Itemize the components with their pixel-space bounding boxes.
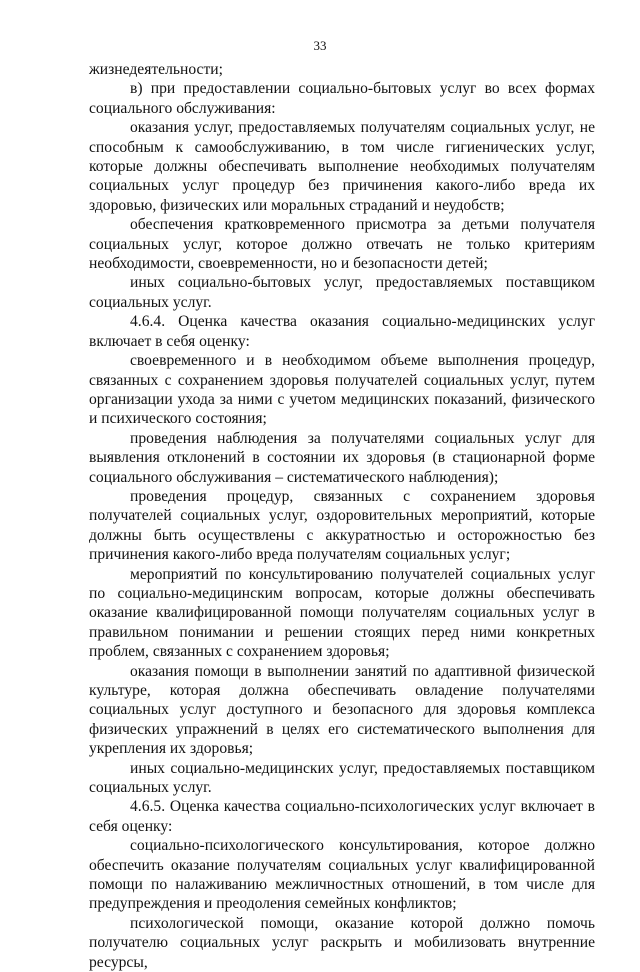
paragraph-social-household-heading: в) при предоставлении социально-бытовых услуг во всех формах социального обслуживания:: [89, 80, 595, 117]
page-number: 33: [313, 38, 327, 53]
paragraph-adaptive-physical-culture: оказания помощи в выполнении занятий по адаптивной физической культуре, которая должна обеспечивать овладение получателями социальных услуг доступного и безопасного для здоровья комплекса физических упражнений в целях его систематического выполнения для укрепления их здоровья;: [89, 662, 595, 758]
paragraph-psychological-help: психологической помощи, оказание которой должно помочь получателю социальных услуг раскрыть и мобилизовать внутренние ресурсы,: [89, 914, 595, 971]
paragraph-other-medical-services: иных социально-медицинских услуг, предоставляемых поставщиком социальных услуг.: [89, 759, 595, 797]
paragraph-section-4-6-4: 4.6.4. Оценка качества оказания социально-медицинских услуг включает в себя оценку:: [89, 313, 595, 350]
paragraph-continuation: жизнедеятельности;: [89, 61, 223, 78]
paragraph-child-supervision: обеспечения кратковременного присмотра за детьми получателя социальных услуг, которое должно отвечать не только критериям необходимости, своевременности, но и безопасности детей;: [89, 216, 595, 273]
paragraph-other-household-services: иных социально-бытовых услуг, предоставляемых поставщиком социальных услуг.: [89, 274, 595, 311]
paragraph-section-4-6-5: 4.6.5. Оценка качества социально-психологических услуг включает в себя оценку:: [89, 798, 595, 835]
paragraph-health-monitoring: проведения наблюдения за получателями социальных услуг для выявления отклонений в состоянии их здоровья (в стационарной форме социального обслуживания – систематического наблюдения);: [89, 429, 595, 486]
paragraph-timely-procedures: своевременного и в необходимом объеме выполнения процедур, связанных с сохранением здоровья получателей социальных услуг, путем организации ухода за ними с учетом медицинских показаний, физического и психического состояния;: [89, 352, 595, 428]
paragraph-health-procedures: проведения процедур, связанных с сохранением здоровья получателей социальных услуг, оздоровительных мероприятий, которые должны быть осуществлены с аккуратностью и осторожностью без причинения какого-либо вреда получателям социальных услуг;: [89, 487, 595, 564]
document-body: [89, 60, 595, 972]
paragraph-psychological-consulting: социально-психологического консультирования, которое должно обеспечить оказание получателям социальных услуг квалифицированной помощи по налаживанию межличностных отношений, в том числе для предупреждения и преодоления семейных конфликтов;: [89, 837, 595, 913]
paragraph-medical-consulting: мероприятий по консультированию получателей социальных услуг по социально-медицинским вопросам, которые должны обеспечивать оказание квалифицированной помощи получателям социальных услуг в правильном понимании и решении стоящих перед ними конкретных проблем, связанных с сохранением здоровья;: [89, 565, 595, 661]
paragraph-household-services: оказания услуг, предоставляемых получателям социальных услуг, не способным к самообслуживанию, в том числе гигиенических услуг, которые должны обеспечивать выполнение необходимых получателям социальных услуг процедур без причинения какого-либо вреда их здоровью, физических или моральных страданий и неудобств;: [89, 119, 595, 214]
